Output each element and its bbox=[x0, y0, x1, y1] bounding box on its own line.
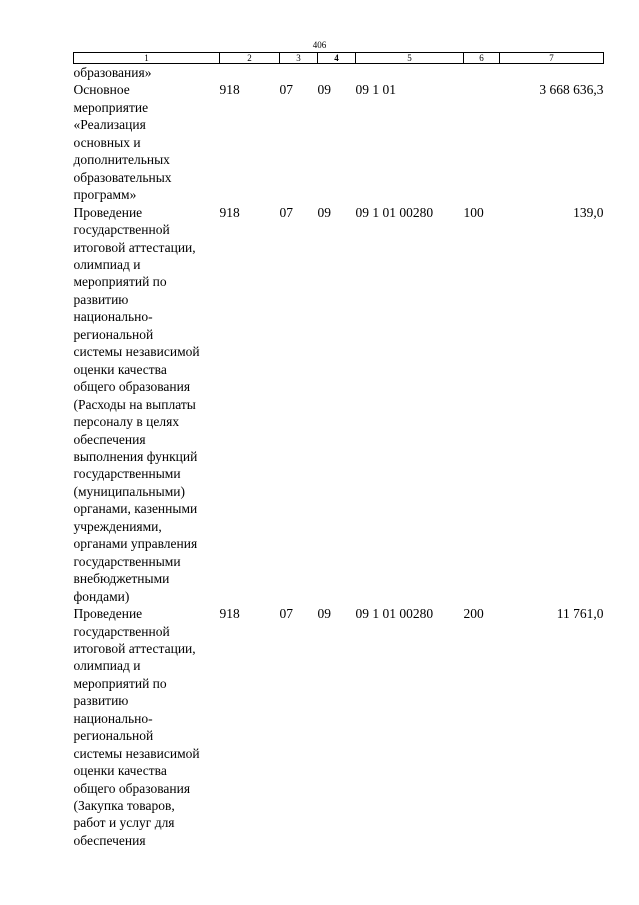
subsection-code-cell: 09 bbox=[317, 82, 331, 98]
amount-cell: 11 761,0 bbox=[556, 606, 604, 622]
column-header-2: 2 bbox=[220, 53, 280, 64]
description-line: основных и bbox=[73, 134, 141, 150]
description-line: национально- bbox=[73, 710, 153, 726]
table-row bbox=[74, 81, 604, 203]
target-article-cell: 09 1 01 00280 bbox=[355, 606, 434, 622]
row-description bbox=[74, 81, 220, 203]
description-line: системы независимой bbox=[73, 344, 200, 360]
table-row bbox=[74, 64, 604, 82]
description-line: национально- bbox=[73, 309, 153, 325]
description-line: учреждениями, bbox=[73, 518, 162, 534]
description-line: общего образования bbox=[73, 780, 191, 796]
row-description bbox=[74, 605, 220, 849]
description-line: развитию bbox=[73, 291, 129, 307]
target-article-cell: 09 1 01 bbox=[355, 82, 396, 98]
description-line: мероприятий по bbox=[73, 675, 167, 691]
description-line: образования» bbox=[73, 65, 152, 80]
expense-type-cell: 100 bbox=[463, 204, 484, 220]
table-row bbox=[74, 605, 604, 849]
table-row bbox=[74, 204, 604, 605]
expense-type-cell bbox=[464, 81, 500, 203]
column-header-7: 7 bbox=[500, 53, 604, 64]
description-line: государственными bbox=[73, 466, 181, 482]
target-article-cell: 09 1 01 00280 bbox=[355, 204, 434, 220]
description-line: Основное bbox=[73, 82, 130, 98]
description-line: оценки качества bbox=[73, 763, 167, 779]
expense-type-cell: 200 bbox=[463, 606, 484, 622]
admin-code-cell bbox=[220, 64, 280, 82]
subsection-code-cell bbox=[318, 64, 356, 82]
table-body bbox=[74, 64, 604, 850]
amount-cell: 139,0 bbox=[573, 204, 604, 220]
description-line: мероприятий по bbox=[73, 274, 167, 290]
column-header-1: 1 bbox=[74, 53, 220, 64]
description-line: «Реализация bbox=[73, 117, 146, 133]
description-line: дополнительных bbox=[73, 152, 170, 168]
row-description bbox=[74, 204, 220, 605]
description-line: органами управления bbox=[73, 536, 198, 552]
subsection-code-cell: 09 bbox=[317, 204, 331, 220]
description-line: (Расходы на выплаты bbox=[73, 396, 196, 412]
row-description bbox=[74, 64, 220, 82]
description-line: региональной bbox=[73, 326, 154, 342]
description-line: системы независимой bbox=[73, 745, 200, 761]
column-header-6: 6 bbox=[464, 53, 500, 64]
description-line: итоговой аттестации, bbox=[73, 239, 196, 255]
description-line: государственными bbox=[73, 553, 181, 569]
admin-code-cell: 918 bbox=[219, 204, 240, 220]
page-number: 406 bbox=[312, 40, 327, 50]
budget-table bbox=[73, 52, 604, 849]
description-line: выполнения функций bbox=[73, 448, 198, 464]
description-line: работ и услуг для bbox=[73, 815, 175, 831]
target-article-cell bbox=[356, 64, 464, 82]
description-line: (Закупка товаров, bbox=[73, 798, 175, 814]
section-code-cell: 07 bbox=[279, 606, 293, 622]
expense-type-cell bbox=[464, 64, 500, 82]
admin-code-cell: 918 bbox=[219, 606, 240, 622]
description-line: олимпиад и bbox=[73, 658, 141, 674]
description-line: олимпиад и bbox=[73, 256, 141, 272]
table-header bbox=[74, 53, 604, 64]
admin-code-cell: 918 bbox=[219, 82, 240, 98]
description-line: общего образования bbox=[73, 379, 191, 395]
amount-cell: 3 668 636,3 bbox=[539, 82, 604, 98]
description-line: государственной bbox=[73, 222, 170, 238]
description-line: обеспечения bbox=[73, 431, 146, 447]
description-line: мероприятие bbox=[73, 99, 149, 115]
column-header-4: 4 bbox=[318, 53, 356, 64]
description-line: программ» bbox=[73, 187, 137, 203]
column-header-3: 3 bbox=[280, 53, 318, 64]
description-line: государственной bbox=[73, 623, 170, 639]
description-line: развитию bbox=[73, 693, 129, 709]
description-line: итоговой аттестации, bbox=[73, 640, 196, 656]
description-line: органами, казенными bbox=[73, 501, 198, 517]
section-code-cell: 07 bbox=[279, 82, 293, 98]
description-line: внебюджетными bbox=[73, 571, 170, 587]
section-code-cell: 07 bbox=[279, 204, 293, 220]
amount-cell bbox=[500, 64, 604, 82]
description-line: оценки качества bbox=[73, 361, 167, 377]
subsection-code-cell: 09 bbox=[317, 606, 331, 622]
description-line: региональной bbox=[73, 728, 154, 744]
description-line: Проведение bbox=[73, 606, 143, 622]
description-line: образовательных bbox=[73, 169, 172, 185]
description-line: персоналу в целях bbox=[73, 414, 180, 430]
description-line: Проведение bbox=[73, 204, 143, 220]
column-header-5: 5 bbox=[356, 53, 464, 64]
description-line: обеспечения bbox=[73, 832, 146, 848]
header-row bbox=[74, 53, 604, 64]
description-line: (муниципальными) bbox=[73, 483, 185, 499]
section-code-cell bbox=[280, 64, 318, 82]
description-line: фондами) bbox=[73, 588, 130, 604]
